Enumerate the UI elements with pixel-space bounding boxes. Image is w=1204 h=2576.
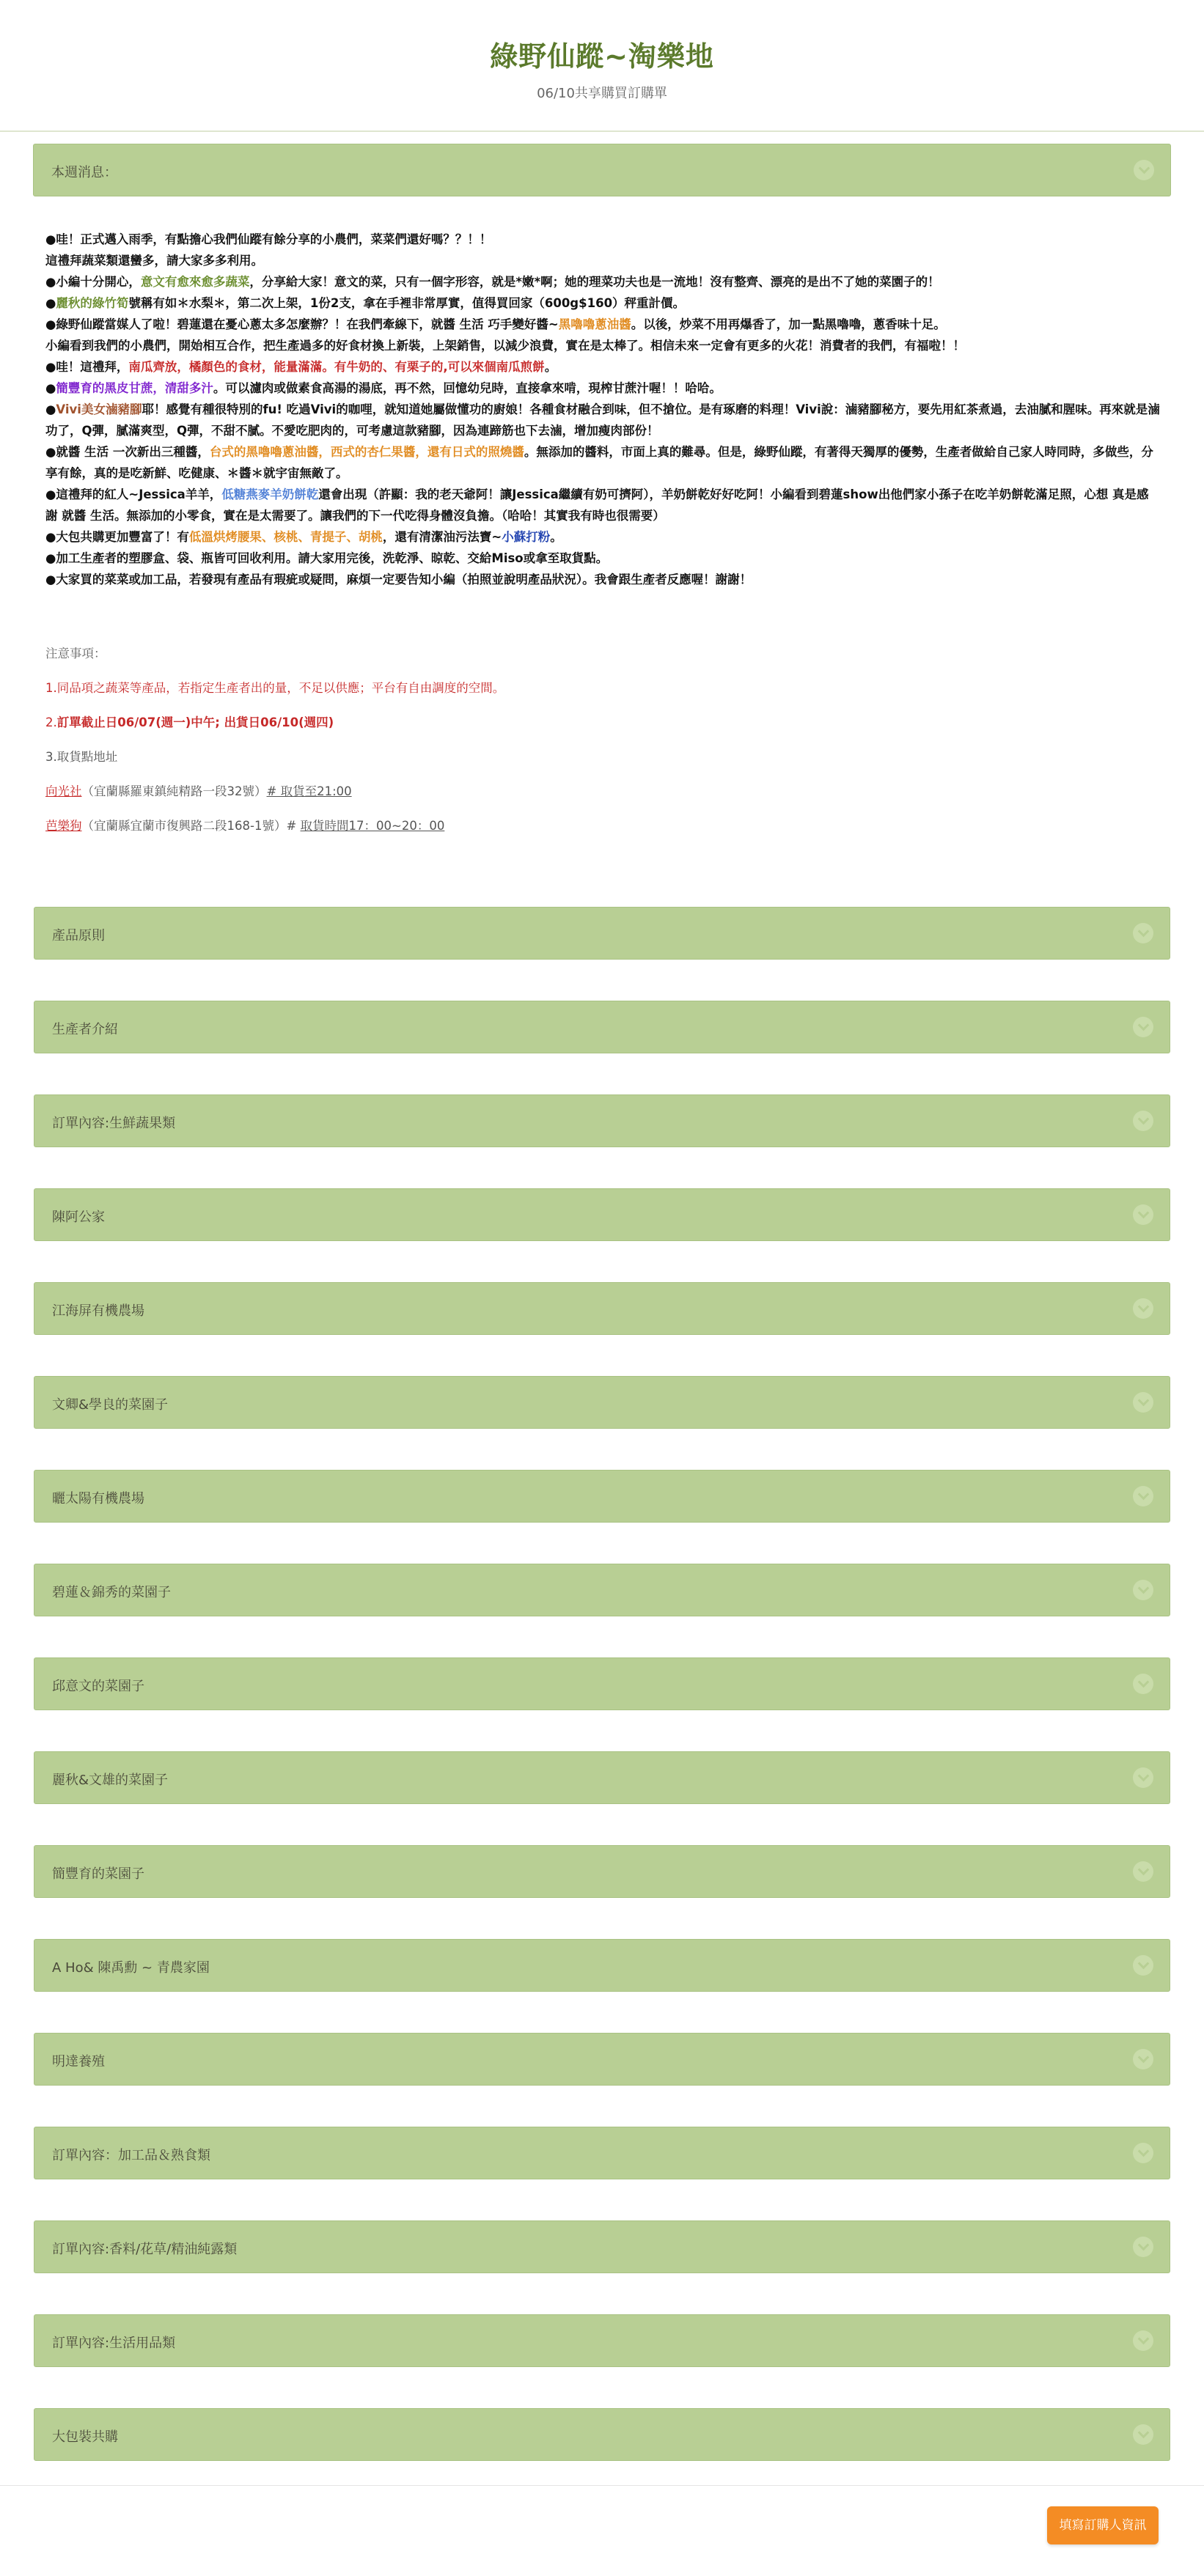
chevron-icon bbox=[1137, 2146, 1149, 2157]
section-panel[interactable] bbox=[34, 907, 1170, 960]
section-label: 訂單內容:生鮮蔬果類 bbox=[52, 1116, 176, 1131]
news-line: ●大包共購更加豐富了！有低溫烘烤腰果、核桃、青提子、胡桃，還有清潔油污法寶~小蘇打粉。 bbox=[45, 530, 562, 544]
news-line: ●就醬 生活 一次新出三種醬，台式的黑嚕嚕蔥油醬，西式的杏仁果醬，還有日式的照燒醬。無添加的醬料，市面上真的難尋。但是，綠野仙蹤，有著得天獨厚的優勢，生產者做給自己家人時同時，多做些，分享有餘，真的是吃新鮮、吃健康、＊醬＊就宇宙無敵了。 bbox=[45, 445, 1153, 480]
chevron-icon bbox=[1137, 926, 1149, 938]
pickup-1-address: （宜蘭縣羅東鎮純精路一段32號） bbox=[81, 784, 267, 798]
news-line: ●小編十分開心，意文有愈來愈多蔬菜，分享給大家！意文的菜，只有一個字形容，就是*嫩*啊；她的理菜功夫也是一流地！沒有整齊、漂亮的是出不了她的菜園子的！ bbox=[45, 275, 940, 289]
section-label: 明達養殖 bbox=[52, 2054, 105, 2069]
expand-toggle-icon[interactable] bbox=[1133, 1392, 1153, 1413]
expand-toggle-icon[interactable] bbox=[1133, 1767, 1153, 1788]
section-panel[interactable] bbox=[34, 1001, 1170, 1053]
weekly-news-panel[interactable] bbox=[33, 144, 1171, 196]
weekly-news-label: 本週消息： bbox=[51, 165, 117, 180]
section-panel[interactable] bbox=[34, 2033, 1170, 2086]
chevron-icon bbox=[1137, 1770, 1149, 1782]
news-line: ●Vivi美女滷豬腳耶！感覺有種很特別的fu! 吃過Vivi的咖哩，就知道她屬做懂功的廚娘！各種食材融合到味，但不搶位。是有琢磨的料理！Vivi說：滷豬腳秘方，要先用紅茶煮過，去油膩和腥味。再來就是滷功了，Q彈，膩滿爽型，Q彈，不甜不膩。不愛吃肥肉的，可考慮這款豬腳，因為連蹄筋也下去滷，增加瘦肉部份！ bbox=[45, 402, 1160, 438]
section-panel[interactable] bbox=[34, 2408, 1170, 2461]
section-panel[interactable] bbox=[34, 1939, 1170, 1992]
section-label: 訂單內容:生活用品類 bbox=[52, 2336, 176, 2351]
pickup-1-time[interactable]: # 取貨至21:00 bbox=[266, 784, 352, 798]
section-label: 大包裝共購 bbox=[52, 2429, 118, 2445]
weekly-news-content bbox=[45, 229, 1160, 590]
expand-toggle-icon[interactable] bbox=[1133, 1017, 1153, 1037]
expand-toggle-icon[interactable] bbox=[1133, 1204, 1153, 1225]
section-label: 曬太陽有機農場 bbox=[52, 1491, 144, 1506]
chevron-icon bbox=[1137, 1301, 1149, 1313]
section-label: 產品原則 bbox=[52, 928, 105, 943]
header-divider bbox=[0, 130, 1204, 132]
section-label: 麗秋&文雄的菜園子 bbox=[52, 1773, 169, 1788]
chevron-icon bbox=[1137, 1677, 1149, 1688]
pickup-2-address: （宜蘭縣宜蘭市復興路二段168-1號）# bbox=[81, 819, 301, 833]
note-item-3: 3.取貨點地址 bbox=[45, 750, 118, 764]
news-line: ●哇！正式邁入雨季，有點擔心我們仙蹤有餘分享的小農們，菜菜們還好嗎？？！！ bbox=[45, 232, 492, 246]
section-panel[interactable] bbox=[34, 1845, 1170, 1898]
chevron-icon bbox=[1137, 2240, 1149, 2251]
chevron-icon bbox=[1137, 1864, 1149, 1876]
section-panel[interactable] bbox=[34, 2220, 1170, 2273]
pickup-point-2 bbox=[45, 817, 1145, 835]
section-label: 陳阿公家 bbox=[52, 1210, 105, 1225]
page-title: 綠野仙蹤~淘樂地 bbox=[490, 40, 714, 73]
expand-toggle-icon[interactable] bbox=[1133, 1674, 1153, 1694]
section-label: 訂單內容：加工品＆熟食類 bbox=[52, 2148, 210, 2163]
section-label: 文卿&學良的菜園子 bbox=[52, 1397, 169, 1413]
expand-toggle-icon[interactable] bbox=[1133, 2424, 1153, 2445]
pickup-2-link[interactable]: 芭樂狗 bbox=[45, 819, 82, 833]
expand-toggle-icon[interactable] bbox=[1133, 1861, 1153, 1882]
expand-toggle-icon[interactable] bbox=[1133, 923, 1153, 943]
chevron-icon bbox=[1138, 163, 1150, 174]
pickup-2-time[interactable]: 取貨時間17：00~20：00 bbox=[300, 819, 445, 833]
chevron-icon bbox=[1137, 1207, 1149, 1219]
expand-toggle-icon[interactable] bbox=[1133, 1111, 1153, 1131]
section-panel[interactable] bbox=[34, 2127, 1170, 2179]
news-line: ●這禮拜的紅人~Jessica羊羊，低糖燕麥羊奶餅乾還會出現（許顯：我的老天爺阿！讓Jessica繼續有奶可擠阿），羊奶餅乾好好吃阿！小編看到碧蓮show出他們家小孫子在吃羊奶餅乾滿足照，心想 真是感謝 就醬 生活。無添加的小零食，實在是太需要了。讓我們的下一代吃得身體沒負擔。（哈哈！其實我有時也很需要） bbox=[45, 487, 1149, 523]
expand-toggle-icon[interactable] bbox=[1133, 2330, 1153, 2351]
section-panel[interactable] bbox=[34, 1657, 1170, 1710]
chevron-icon bbox=[1137, 1395, 1149, 1407]
page-header bbox=[0, 0, 1204, 102]
chevron-icon bbox=[1137, 2427, 1149, 2439]
chevron-icon bbox=[1137, 1114, 1149, 1125]
pickup-1-link[interactable]: 向光社 bbox=[45, 784, 82, 798]
expand-toggle-icon[interactable] bbox=[1133, 1486, 1153, 1506]
section-panel[interactable] bbox=[34, 1564, 1170, 1616]
fill-orderer-info-button[interactable]: 填寫訂購人資訊 bbox=[1047, 2506, 1159, 2544]
section-panel[interactable] bbox=[34, 1094, 1170, 1147]
section-label: 生產者介紹 bbox=[52, 1022, 118, 1037]
section-panel[interactable] bbox=[34, 2314, 1170, 2367]
news-line: ●哇！這禮拜，南瓜齊放，橘顏色的食材，能量滿滿。有牛奶的、有栗子的,可以來個南瓜煎餅。 bbox=[45, 360, 557, 374]
chevron-icon bbox=[1137, 2333, 1149, 2345]
expand-toggle-icon[interactable] bbox=[1133, 2049, 1153, 2069]
expand-toggle-icon[interactable] bbox=[1133, 1298, 1153, 1319]
news-line: ●麗秋的綠竹筍號稱有如＊水梨＊，第二次上架，1份2支，拿在手裡非常厚實，值得買回家（600g$160）秤重計價。 bbox=[45, 296, 686, 310]
chevron-icon bbox=[1137, 1583, 1149, 1594]
news-line: ●大家買的菜菜或加工品，若發現有產品有瑕疵或疑問，麻煩一定要告知小編（拍照並說明產品狀況）。我會跟生產者反應喔！謝謝！ bbox=[45, 573, 752, 586]
section-label: 訂單內容:香料/花草/精油純露類 bbox=[52, 2242, 238, 2257]
section-panel[interactable] bbox=[34, 1282, 1170, 1335]
news-line: ●加工生產者的塑膠盒、袋、瓶皆可回收利用。請大家用完後，洗乾淨、晾乾、交給Miso或拿至取貨點。 bbox=[45, 551, 609, 565]
expand-toggle-icon[interactable] bbox=[1133, 1580, 1153, 1600]
section-label: 簡豐育的菜園子 bbox=[52, 1866, 144, 1882]
chevron-icon bbox=[1137, 2052, 1149, 2064]
expand-toggle-icon[interactable] bbox=[1133, 2237, 1153, 2257]
section-label: A Ho& 陳禹勳 ~ 青農家園 bbox=[52, 1960, 210, 1976]
chevron-icon bbox=[1137, 1489, 1149, 1501]
section-label: 邱意文的菜園子 bbox=[52, 1679, 144, 1694]
section-label: 江海屏有機農場 bbox=[52, 1303, 144, 1319]
section-label: 碧蓮＆錦秀的菜園子 bbox=[52, 1585, 171, 1600]
section-panel[interactable] bbox=[34, 1470, 1170, 1523]
expand-toggle-icon[interactable] bbox=[1133, 2143, 1153, 2163]
news-line: 小編看到我們的小農們，開始相互合作，把生產過多的好食材換上新裝，上架銷售，以減少浪費，實在是太棒了。相信未來一定會有更多的火花！消費者的我們，有福啦！！ bbox=[45, 339, 965, 353]
expand-toggle-icon[interactable] bbox=[1133, 1955, 1153, 1976]
note-item-1: 1.同品項之蔬菜等產品，若指定生產者出的量，不足以供應；平台有自由調度的空間。 bbox=[45, 681, 505, 695]
footer-divider bbox=[0, 2485, 1204, 2486]
pickup-point-1 bbox=[45, 783, 1145, 801]
chevron-icon bbox=[1137, 1958, 1149, 1970]
section-panel[interactable] bbox=[34, 1188, 1170, 1241]
news-line: ●簡豐育的黑皮甘蔗，清甜多汁。可以濾肉或做素食高湯的湯底，再不然，回憶幼兒時，直接拿來啃，現榨甘蔗汁喔！！哈哈。 bbox=[45, 381, 722, 395]
page-subtitle: 06/10共享購買訂購單 bbox=[537, 86, 667, 101]
news-line: 這禮拜蔬菜類還蠻多，請大家多多利用。 bbox=[45, 254, 263, 268]
collapse-toggle-icon[interactable] bbox=[1134, 160, 1154, 180]
notes-section bbox=[45, 645, 1145, 852]
section-panel[interactable] bbox=[34, 1376, 1170, 1429]
note-item-2: 2.訂單截止日06/07(週一)中午; 出貨日06/10(週四) bbox=[45, 715, 334, 729]
notes-title: 注意事項： bbox=[45, 647, 106, 660]
news-line: ●綠野仙蹤當媒人了啦！碧蓮還在憂心蔥太多怎麼辦？！在我們牽線下，就醬 生活 巧手變好醬~黑嚕嚕蔥油醬。以後，炒菜不用再爆香了，加一點黑嚕嚕，蔥香味十足。 bbox=[45, 317, 946, 331]
chevron-icon bbox=[1137, 1020, 1149, 1031]
section-panel[interactable] bbox=[34, 1751, 1170, 1804]
